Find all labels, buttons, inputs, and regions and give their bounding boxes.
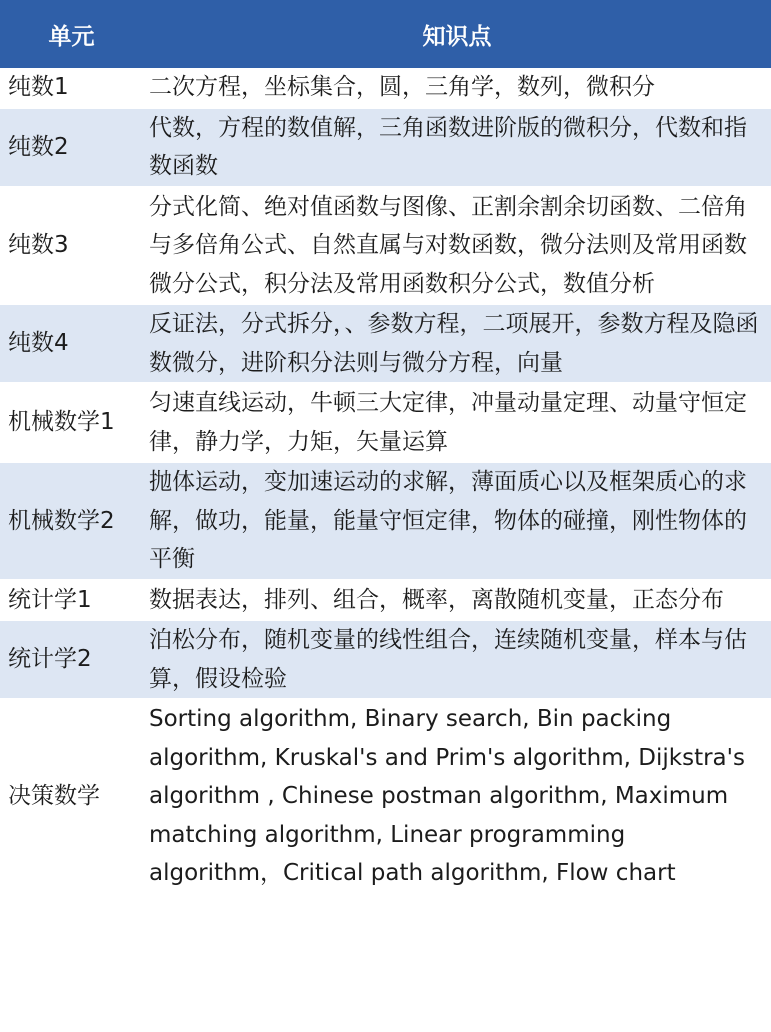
topics-cell: 泊松分布，随机变量的线性组合，连续随机变量，样本与估算，假设检验	[143, 620, 771, 699]
topics-cell: 抛体运动，变加速运动的求解，薄面质心以及框架质心的求解，做功，能量，能量守恒定律，物体的碰撞，刚性物体的平衡	[143, 462, 771, 580]
table-header-row	[0, 0, 771, 68]
topics-cell: 反证法，分式拆分，、参数方程，二项展开，参数方程及隐函数微分，进阶积分法则与微分方程，向量	[143, 304, 771, 383]
table-row	[0, 699, 771, 894]
table-row	[0, 620, 771, 699]
unit-cell: 纯数4	[0, 304, 143, 383]
unit-cell: 机械数学2	[0, 462, 143, 580]
table-row	[0, 383, 771, 462]
topics-cell: 分式化简、绝对值函数与图像、正割余割余切函数、二倍角与多倍角公式、自然直属与对数函数，微分法则及常用函数微分公式，积分法及常用函数积分公式，数值分析	[143, 187, 771, 305]
unit-cell: 统计学2	[0, 620, 143, 699]
unit-cell: 统计学1	[0, 580, 143, 621]
unit-cell: 纯数3	[0, 187, 143, 305]
unit-cell: 决策数学	[0, 699, 143, 894]
table-row	[0, 187, 771, 305]
unit-cell: 机械数学1	[0, 383, 143, 462]
header-unit: 单元	[0, 0, 143, 68]
unit-cell: 纯数2	[0, 108, 143, 187]
table-row	[0, 304, 771, 383]
topics-cell: 匀速直线运动，牛顿三大定律，冲量动量定理、动量守恒定律，静力学，力矩，矢量运算	[143, 383, 771, 462]
table-row	[0, 462, 771, 580]
topics-cell: 二次方程，坐标集合，圆，三角学，数列，微积分	[143, 68, 771, 108]
topics-cell: 代数，方程的数值解，三角函数进阶版的微积分，代数和指数函数	[143, 108, 771, 187]
topics-cell: Sorting algorithm, Binary search, Bin packing algorithm, Kruskal's and Prim's algorithm, Dijkstra's algorithm , Chinese postman algorithm, Maximum matching algorithm, Linear programming algorithm，Critical path algorithm, Flow chart	[143, 699, 771, 894]
table-row	[0, 68, 771, 108]
unit-cell: 纯数1	[0, 68, 143, 108]
table-row	[0, 108, 771, 187]
header-topics: 知识点	[143, 0, 771, 68]
topics-cell: 数据表达，排列、组合，概率，离散随机变量，正态分布	[143, 580, 771, 621]
table-row	[0, 580, 771, 621]
